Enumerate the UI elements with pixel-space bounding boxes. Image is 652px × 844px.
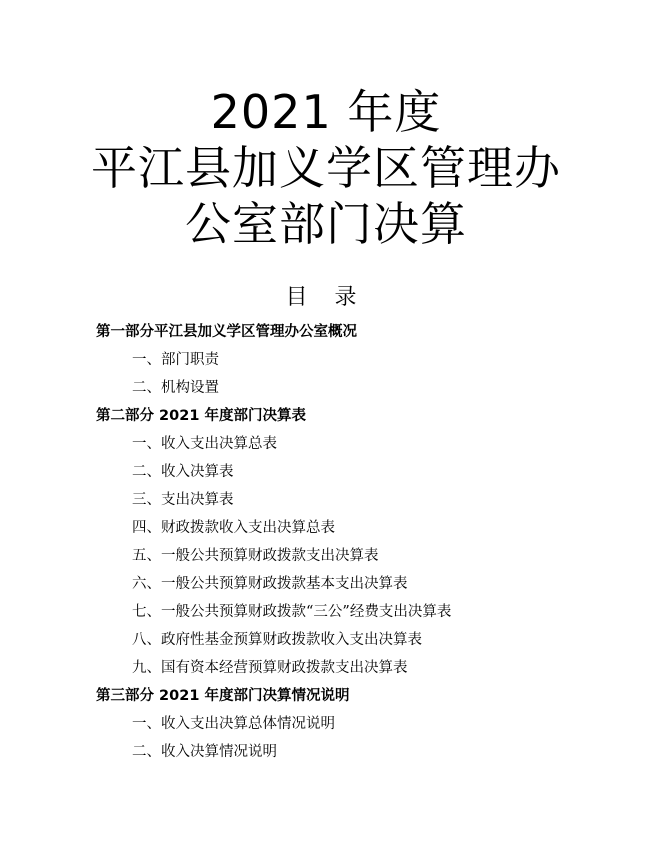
toc-item: 七、一般公共预算财政拨款“三公”经费支出决算表 [132,604,452,620]
toc-item: 四、财政拨款收入支出决算总表 [132,520,335,536]
toc-part-1: 第一部分平江县加义学区管理办公室概况 [96,324,357,340]
toc-item: 五、一般公共预算财政拨款支出决算表 [132,548,379,564]
toc-item: 一、收入支出决算总体情况说明 [132,716,335,732]
toc-item: 一、部门职责 [132,352,219,368]
toc-item: 二、机构设置 [132,380,219,396]
toc-item: 二、收入决算表 [132,464,234,480]
toc-heading: 目 录 [285,285,367,310]
document-title-line-1: 2021 年度 [210,85,442,139]
toc-item: 九、国有资本经营预算财政拨款支出决算表 [132,660,408,676]
document-title-line-2: 平江县加义学区管理办 [91,141,561,195]
table-of-contents [96,318,636,766]
toc-item: 二、收入决算情况说明 [132,744,277,760]
toc-item: 八、政府性基金预算财政拨款收入支出决算表 [132,632,422,648]
document-title-line-3: 公室部门决算 [185,197,467,251]
toc-item: 三、支出决算表 [132,492,234,508]
toc-part-2: 第二部分 2021 年度部门决算表 [96,408,306,424]
toc-item: 六、一般公共预算财政拨款基本支出决算表 [132,576,408,592]
toc-part-3: 第三部分 2021 年度部门决算情况说明 [96,688,350,704]
toc-item: 一、收入支出决算总表 [132,436,277,452]
